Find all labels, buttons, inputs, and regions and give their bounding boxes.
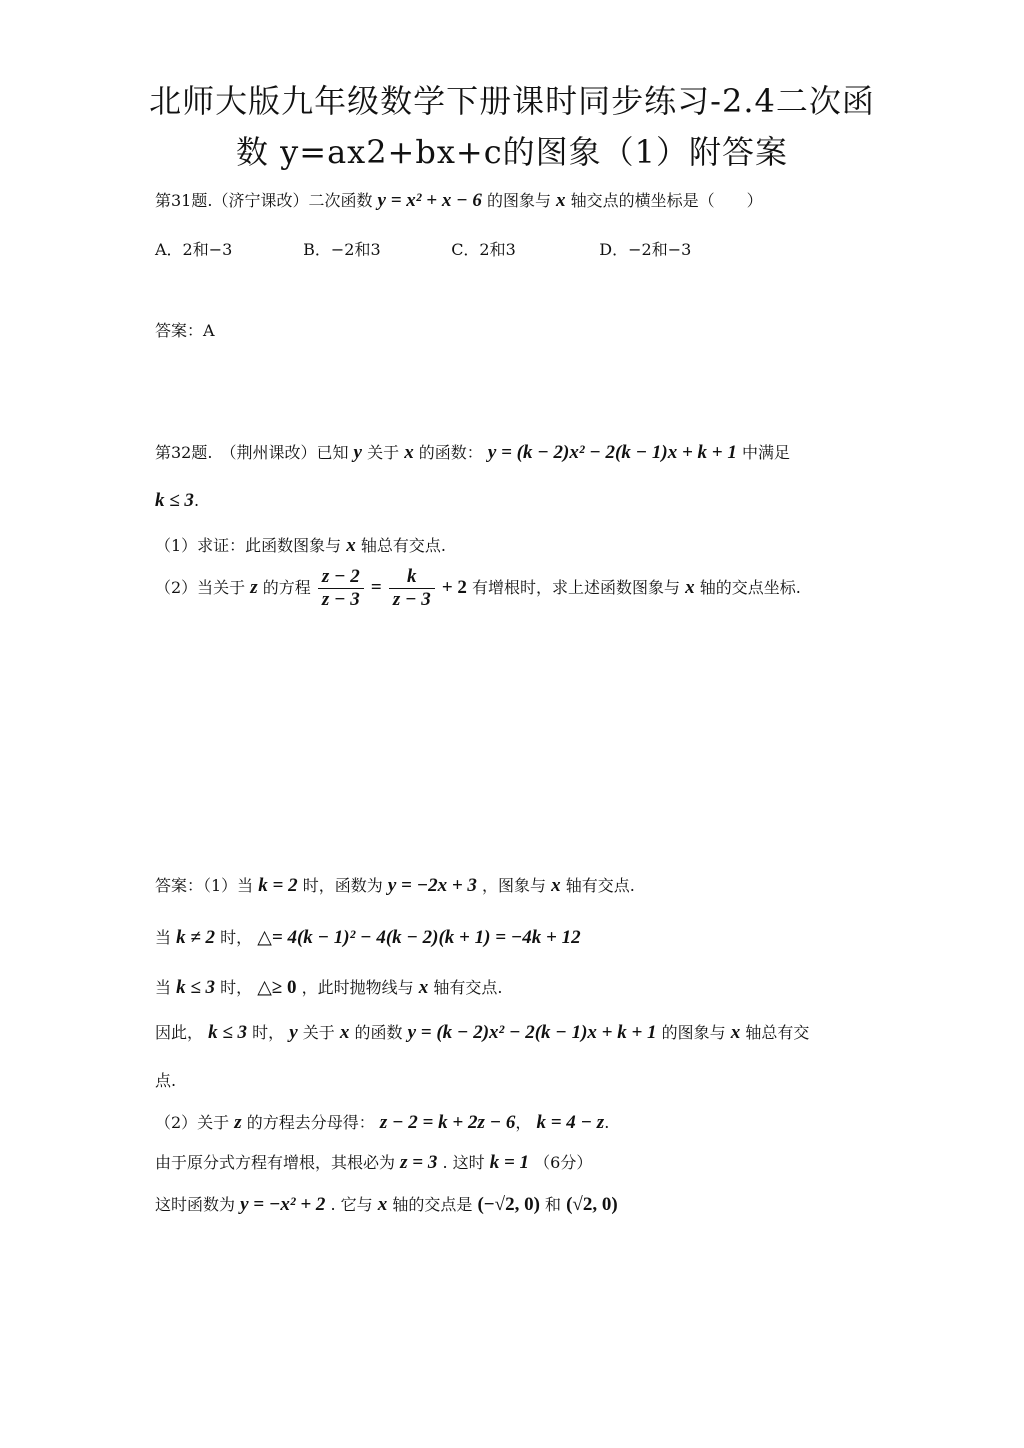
answer-l1-d: 轴有交点. [565, 876, 635, 895]
answer-l7-formula-1: z = 3 [400, 1152, 438, 1173]
fraction-left [318, 566, 364, 611]
q32-part2-d: 轴的交点坐标. [699, 578, 801, 597]
answer-l1-c: ，图象与 [482, 876, 547, 895]
answer-l1-formula: y = −2x + 3 [387, 875, 477, 896]
answer-l2-b: 时， [220, 928, 253, 947]
answer-l3-x: x [418, 977, 429, 998]
answer-l8-a: 这时函数为 [155, 1195, 236, 1214]
answer-l4-a: 因此， [155, 1023, 204, 1042]
q32-part2-b: 的方程 [262, 578, 311, 597]
answer-l6-sep: ， [515, 1113, 532, 1132]
answer-l6-z: z [234, 1112, 242, 1133]
q31-option-a: A．2和−3 [155, 240, 233, 259]
q31-suffix-a: 的图象与 [486, 191, 551, 210]
q32-x: x [404, 442, 414, 463]
q31-suffix-b: 轴交点的横坐标是（ ） [570, 191, 763, 210]
q31-prefix: 第31题.（济宁课改）二次函数 [155, 191, 373, 210]
answer-l3-e: 轴有交点. [433, 978, 503, 997]
q31-x: x [556, 190, 566, 211]
answer-l6-a: （2）关于 [155, 1113, 230, 1132]
fraction-right [389, 566, 435, 611]
fraction-right-numerator: k [389, 566, 435, 589]
answer-l2-a: 当 [155, 928, 172, 947]
answer-l3-delta: △≥ 0 [257, 977, 297, 998]
answer-line-3 [155, 975, 502, 999]
q32-part1-x: x [346, 535, 356, 556]
answer-line-8 [155, 1192, 618, 1216]
answer-l4-x2: x [730, 1022, 741, 1043]
q32-condition-line [155, 490, 199, 512]
fraction-left-numerator: z − 2 [318, 566, 364, 589]
answer-line-6 [155, 1110, 609, 1134]
q32-part2-z: z [250, 577, 258, 598]
answer-l1-x: x [551, 875, 561, 896]
q31-option-d: D．−2和−3 [599, 240, 692, 259]
fraction-right-denominator: z − 3 [392, 589, 431, 610]
answer-l4-g: 轴总有交 [745, 1023, 810, 1042]
q32-y: y [353, 442, 362, 463]
q31-answer: 答案：A [155, 321, 215, 340]
intersection-point-2: (√2, 0) [566, 1194, 618, 1215]
answer-l7-formula-2: k = 1 [489, 1152, 530, 1173]
q32-part1 [155, 533, 446, 557]
answer-l6-end: . [604, 1113, 610, 1132]
q32-formula: y = (k − 2)x² − 2(k − 1)x + k + 1 [487, 442, 737, 463]
answer-l1-a: 答案：（1）当 [155, 876, 254, 895]
answer-l3-b: 时， [220, 978, 253, 997]
q32-stem [155, 440, 790, 464]
answer-l4-d: 的函数 [354, 1023, 403, 1042]
q32-part2-c: 有增根时，求上述函数图象与 [472, 578, 681, 597]
q31-option-b: B．−2和3 [303, 240, 381, 259]
answer-line-5: 点. [155, 1071, 177, 1090]
q32-mid: 中满足 [741, 443, 790, 462]
q32-about: 关于 [367, 443, 400, 462]
answer-l4-y: y [289, 1022, 298, 1043]
q32-condition: k ≤ 3 [155, 490, 194, 511]
answer-l7-c: （6分） [534, 1153, 593, 1172]
answer-l1-k: k = 2 [258, 875, 298, 896]
answer-l3-c: ，此时抛物线与 [301, 978, 414, 997]
answer-l1-b: 时，函数为 [302, 876, 383, 895]
answer-l8-c: 轴的交点是 [392, 1195, 473, 1214]
answer-l8-formula: y = −x² + 2 [240, 1194, 326, 1215]
q32-of: 的函数： [418, 443, 483, 462]
answer-l4-b: 时， [252, 1023, 285, 1042]
answer-l7-b: . 这时 [442, 1153, 485, 1172]
q32-part2-x: x [685, 577, 695, 598]
answer-l3-k: k ≤ 3 [176, 977, 216, 998]
q32-part2 [155, 566, 801, 611]
title-line-2: 数 y=ax2+bx+c的图象（1）附答案 [236, 133, 788, 171]
equals-sign: = [370, 577, 382, 598]
answer-l6-formula-2: k = 4 − z [536, 1112, 605, 1133]
q32-condition-end: . [193, 491, 200, 510]
answer-l4-c: 关于 [302, 1023, 335, 1042]
q32-part2-a: （2）当关于 [155, 578, 246, 597]
answer-l2-k: k ≠ 2 [176, 927, 216, 948]
q31-formula: y = x² + x − 6 [377, 190, 482, 211]
q31-stem [155, 188, 763, 212]
answer-l8-x: x [377, 1194, 388, 1215]
q31-option-c: C．2和3 [451, 240, 516, 259]
intersection-point-1: (−√2, 0) [477, 1194, 540, 1215]
answer-l4-k: k ≤ 3 [208, 1022, 248, 1043]
q32-prefix: 第32题. （荆州课改）已知 [155, 443, 349, 462]
answer-line-1 [155, 873, 635, 897]
answer-l8-b: . 它与 [330, 1195, 373, 1214]
answer-line-7 [155, 1150, 592, 1174]
q32-part1-text: （1）求证：此函数图象与 [155, 536, 342, 555]
fraction-left-denominator: z − 3 [321, 589, 360, 610]
answer-line-4 [155, 1020, 809, 1044]
q32-part1-end: 轴总有交点. [360, 536, 446, 555]
answer-l6-b: 的方程去分母得： [246, 1113, 375, 1132]
answer-l4-formula: y = (k − 2)x² − 2(k − 1)x + k + 1 [407, 1022, 657, 1043]
answer-l6-formula-1: z − 2 = k + 2z − 6 [379, 1112, 516, 1133]
answer-l4-x: x [339, 1022, 350, 1043]
answer-l4-e: 的图象与 [661, 1023, 726, 1042]
plus-two: + 2 [441, 577, 467, 598]
title-line-1: 北师大版九年级数学下册课时同步练习-2.4二次函 [149, 82, 875, 120]
answer-l3-a: 当 [155, 978, 172, 997]
q31-options [155, 237, 742, 260]
answer-line-2 [155, 925, 581, 949]
answer-l8-and: 和 [545, 1195, 562, 1214]
answer-l7-a: 由于原分式方程有增根，其根必为 [155, 1153, 396, 1172]
answer-l2-formula: △= 4(k − 1)² − 4(k − 2)(k + 1) = −4k + 12 [257, 927, 581, 948]
